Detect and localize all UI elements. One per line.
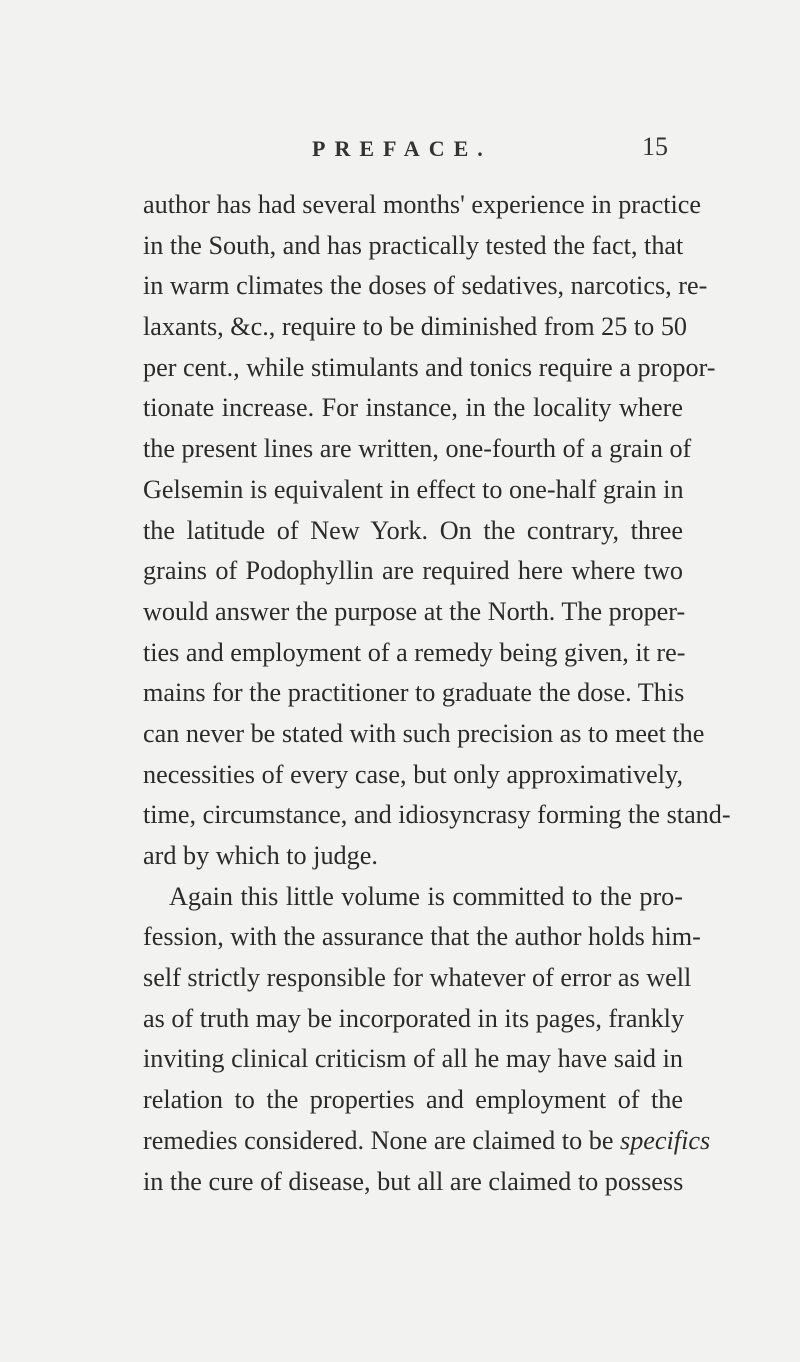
- text-line: per cent., while stimulants and tonics require a propor-: [143, 352, 716, 382]
- text-line: as of truth may be incorporated in its pages, frankly: [143, 1003, 685, 1033]
- body-text: [143, 185, 731, 1202]
- text-line: author has had several months' experience in practice: [143, 190, 702, 219]
- text-line: in warm climates the doses of sedatives, narcotics, re-: [143, 271, 708, 301]
- text-line: in the South, and has practically tested the fact, that: [143, 230, 684, 260]
- text-line: Again this little volume is committed to the pro-: [169, 881, 683, 911]
- text-line: fession, with the assurance that the author holds him-: [143, 922, 701, 952]
- text-line: the present lines are written, one-fourth of a grain of: [143, 434, 692, 464]
- text-line: in the cure of disease, but all are claimed to possess: [143, 1166, 684, 1196]
- text-line: time, circumstance, and idiosyncrasy forming the stand-: [143, 800, 731, 830]
- text-line: relation to the properties and employment of the: [143, 1085, 683, 1115]
- text-line: ties and employment of a remedy being given, it re-: [143, 637, 686, 667]
- text-line: grains of Podophyllin are required here where two: [143, 556, 683, 586]
- running-head: [0, 132, 800, 176]
- text-line: self strictly responsible for whatever of error as well: [143, 963, 692, 993]
- text-line: the latitude of New York. On the contrary, three: [143, 515, 683, 545]
- text-line: [143, 1121, 711, 1162]
- text-line: ard by which to judge.: [143, 841, 378, 870]
- italic-word: specifics: [620, 1125, 711, 1155]
- text-line: mains for the practitioner to graduate the dose. This: [143, 678, 685, 708]
- running-title: PREFACE.: [312, 136, 492, 161]
- text-line: inviting clinical criticism of all he may have said in: [143, 1044, 683, 1074]
- text-run: remedies considered. None are claimed to be: [143, 1125, 620, 1155]
- text-line: laxants, &c., require to be diminished from 25 to 50: [143, 312, 688, 342]
- page-number: 15: [642, 132, 668, 161]
- text-line: tionate increase. For instance, in the locality where: [143, 393, 683, 423]
- text-line: Gelsemin is equivalent in effect to one-half grain in: [143, 474, 684, 504]
- text-line: would answer the purpose at the North. The proper-: [143, 596, 686, 626]
- text-line: can never be stated with such precision as to meet the: [143, 718, 705, 748]
- text-line: necessities of every case, but only approximatively,: [143, 759, 683, 789]
